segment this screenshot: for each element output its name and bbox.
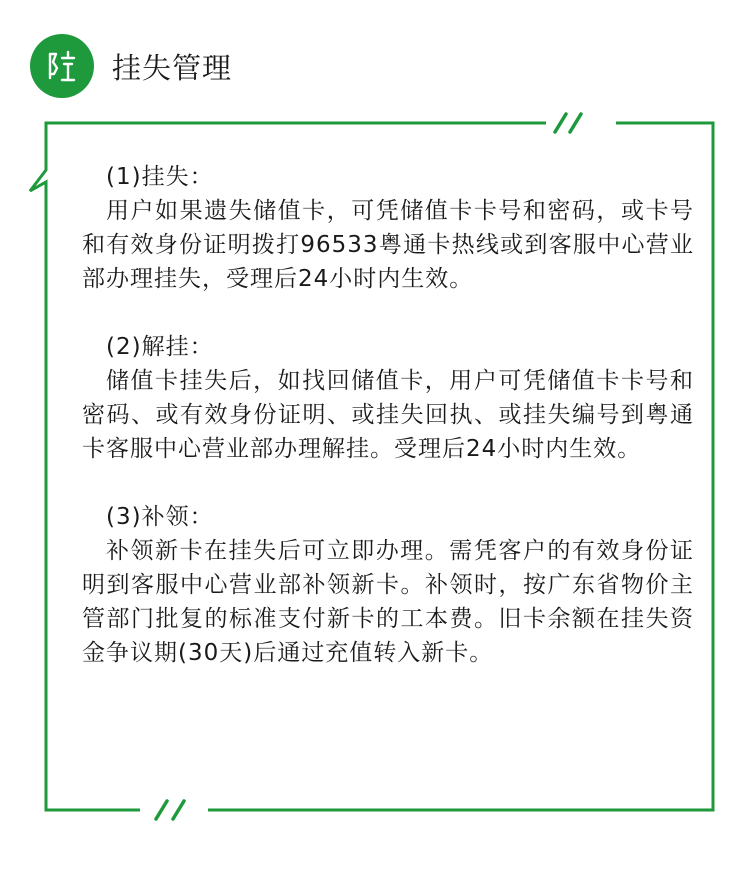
section-text: 补领新卡在挂失后可立即办理。需凭客户的有效身份证明到客服中心营业部补领新卡。补领时，按广东省物价主管部门批复的标准支付新卡的工本费。旧卡余额在挂失资金争议期(30天)后通过充值转入新卡。: [82, 538, 694, 666]
section-heading: (2)解挂：: [106, 334, 214, 360]
section-report-loss: [82, 160, 694, 296]
top-slash-marks: [555, 114, 581, 132]
section-heading: (1)挂失：: [106, 164, 214, 190]
page-title: 挂失管理: [112, 50, 233, 85]
section-text: 用户如果遗失储值卡，可凭储值卡卡号和密码，或卡号和有效身份证明拨打96533粤通卡热线或到客服中心营业部办理挂失，受理后24小时内生效。: [82, 198, 694, 292]
content-body: [82, 160, 694, 704]
section-cancel-loss: [82, 330, 694, 466]
bottom-slash-marks: [156, 801, 184, 819]
section-heading: (3)补领：: [106, 504, 214, 530]
section-replacement: [82, 500, 694, 670]
section-text: 储值卡挂失后，如找回储值卡，用户可凭储值卡卡号和密码、或有效身份证明、或挂失回执、或挂失编号到粤通卡客服中心营业部办理解挂。受理后24小时内生效。: [82, 368, 694, 462]
